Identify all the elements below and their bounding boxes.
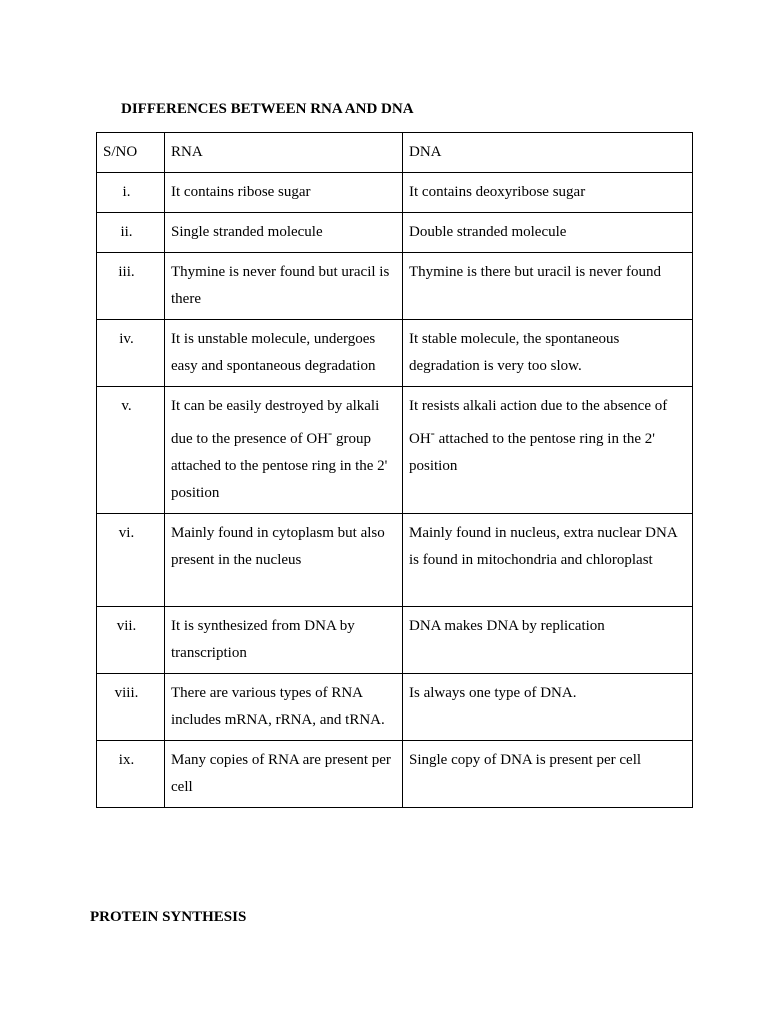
hydroxide-charge-superscript: - [328,426,333,440]
row-number: v. [97,387,165,514]
table-row [97,674,693,741]
row-number: viii. [97,674,165,741]
header-sno: S/NO [97,133,165,173]
table-row [97,320,693,387]
table-row [97,607,693,674]
dna-cell: Mainly found in nucleus, extra nuclear DNA is found in mitochondria and chloroplast [403,514,693,607]
rna-cell: Mainly found in cytoplasm but also present in the nucleus [165,514,403,607]
table-row [97,514,693,607]
dna-cell: Is always one type of DNA. [403,674,693,741]
rna-cell: Single stranded molecule [165,213,403,253]
rna-cell: Many copies of RNA are present per cell [165,741,403,808]
header-dna: DNA [403,133,693,173]
page-title: DIFFERENCES BETWEEN RNA AND DNA [121,101,414,117]
dna-cell: Thymine is there but uracil is never found [403,253,693,320]
rna-cell: There are various types of RNA includes mRNA, rRNA, and tRNA. [165,674,403,741]
dna-text-post: attached to the pentose ring in the 2' position [409,431,655,474]
table-row [97,387,693,514]
dna-cell: Double stranded molecule [403,213,693,253]
dna-cell [403,387,693,514]
row-number: ii. [97,213,165,253]
table-header-row [97,133,693,173]
header-rna: RNA [165,133,403,173]
rna-cell: Thymine is never found but uracil is there [165,253,403,320]
hydroxide-charge-superscript: - [430,426,435,440]
dna-text-pre: It resists alkali action due to the absence of OH [409,398,668,447]
rna-text-post: group attached to the pentose ring in the 2' position [171,431,388,501]
table-row [97,213,693,253]
dna-cell: It stable molecule, the spontaneous degradation is very too slow. [403,320,693,387]
rna-cell: It is unstable molecule, undergoes easy and spontaneous degradation [165,320,403,387]
row-number: vii. [97,607,165,674]
table-row [97,173,693,213]
row-number: ix. [97,741,165,808]
rna-cell [165,387,403,514]
row-number: iv. [97,320,165,387]
dna-cell: Single copy of DNA is present per cell [403,741,693,808]
table-row [97,253,693,320]
rna-text-pre: It can be easily destroyed by alkali due to the presence of OH [171,398,380,447]
section-heading-protein-synthesis: PROTEIN SYNTHESIS [90,909,247,925]
row-number: iii. [97,253,165,320]
rna-dna-differences-table [96,132,693,808]
dna-cell: DNA makes DNA by replication [403,607,693,674]
rna-cell: It contains ribose sugar [165,173,403,213]
rna-cell: It is synthesized from DNA by transcription [165,607,403,674]
dna-cell: It contains deoxyribose sugar [403,173,693,213]
row-number: i. [97,173,165,213]
table-row [97,741,693,808]
row-number: vi. [97,514,165,607]
